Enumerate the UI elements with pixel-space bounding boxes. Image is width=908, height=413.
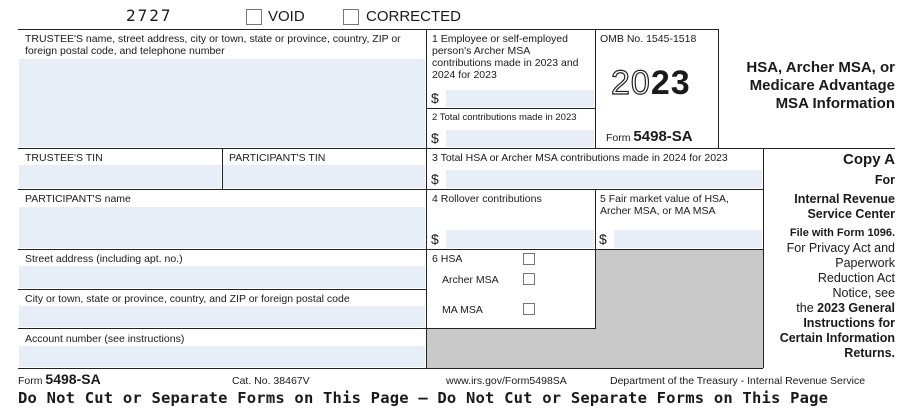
trustee-name-label: TRUSTEE'S name, street address, city or town, state or province, country, ZIP or foreign postal code, and telephone number: [25, 33, 401, 57]
street-label: Street address (including apt. no.): [25, 253, 183, 265]
corrected-label: CORRECTED: [366, 8, 462, 25]
privacy-line2: Paperwork: [835, 256, 895, 270]
grid-col-box1-right: [595, 29, 596, 148]
street-field[interactable]: [19, 266, 425, 288]
account-label: Account number (see instructions): [25, 333, 185, 345]
trustee-tin-field[interactable]: [19, 165, 221, 188]
omb-number: OMB No. 1545-1518: [600, 33, 697, 45]
participant-name-label: PARTICIPANT'S name: [25, 193, 131, 205]
form-title-line3: MSA Information: [775, 95, 895, 112]
participant-name-field[interactable]: [19, 207, 425, 248]
privacy-line3: Reduction Act: [817, 271, 895, 285]
form-title-line1: HSA, Archer MSA, or: [746, 59, 895, 76]
box2-dollar: $: [431, 130, 439, 146]
copy-irs-line1: Internal Revenue: [794, 192, 895, 206]
shaded-area-box7: [596, 250, 763, 368]
trustee-tin-label: TRUSTEE'S TIN: [25, 152, 103, 164]
box2-field[interactable]: [446, 130, 594, 147]
grid-box1-bottom: [426, 108, 595, 109]
footer-form-number: 5498-SA: [45, 371, 101, 387]
form-code: 2727: [126, 6, 173, 25]
void-label: VOID: [268, 8, 305, 25]
grid-top: [18, 29, 718, 30]
city-label: City or town, state or province, country, and ZIP or foreign postal code: [25, 293, 350, 305]
box3-dollar: $: [431, 171, 439, 187]
box6-archer-label: Archer MSA: [442, 274, 499, 286]
privacy-line5: [766, 301, 895, 316]
grid-col-omb-right: [718, 29, 719, 148]
omb-form-prefix: Form: [606, 132, 631, 144]
copy-panel: [766, 151, 895, 361]
void-checkbox[interactable]: [246, 9, 262, 25]
copy-a-label: Copy A: [843, 151, 895, 168]
grid-col-trustee-right: [426, 29, 427, 368]
tax-year-outline: 20: [611, 64, 651, 102]
box3-label: 3 Total HSA or Archer MSA contributions made in 2024 for 2023: [432, 152, 728, 164]
footer-url[interactable]: www.irs.gov/Form5498SA: [446, 375, 567, 387]
box4-dollar: $: [431, 231, 439, 247]
footer-dept: Department of the Treasury - Internal Revenue Service: [610, 375, 866, 387]
grid-row-tin-bottom: [18, 189, 763, 190]
copy-for: For: [874, 173, 895, 187]
tax-year-bold: 23: [650, 64, 691, 102]
grid-bottom: [18, 368, 763, 369]
copy-file-with: File with Form 1096.: [789, 227, 895, 239]
box5-field[interactable]: [614, 230, 762, 248]
privacy-line7: Certain Information: [779, 331, 895, 345]
corrected-checkbox[interactable]: [343, 9, 359, 25]
tax-year: [611, 64, 691, 102]
privacy-line5-bold: 2023 General: [817, 301, 895, 315]
box5-label: 5 Fair market value of HSA, Archer MSA, or MA MSA: [600, 193, 729, 217]
privacy-line4: Notice, see: [832, 286, 895, 300]
grid-row-street-bottom: [18, 289, 426, 290]
grid-col-copy-left: [763, 148, 764, 368]
box6-ma-label: MA MSA: [442, 304, 483, 316]
privacy-line5-pre: the: [796, 301, 818, 315]
box1-dollar: $: [431, 90, 439, 106]
participant-tin-label: PARTICIPANT'S TIN: [229, 152, 326, 164]
box6-ma-checkbox[interactable]: [523, 303, 535, 315]
box6-label: 6 HSA: [432, 253, 463, 265]
box5-dollar: $: [599, 231, 607, 247]
privacy-line8: Returns.: [844, 346, 895, 360]
account-field[interactable]: [19, 346, 425, 367]
footer-form-prefix: Form: [18, 375, 43, 387]
city-field[interactable]: [19, 306, 425, 327]
box1-label: 1 Employee or self-employed person's Archer MSA contributions made in 2023 and 2024 for 2023: [432, 33, 579, 81]
grid-row-name-bottom: [18, 249, 595, 250]
copy-irs-line2: Service Center: [807, 207, 895, 221]
footer-cat-no: Cat. No. 38467V: [232, 375, 310, 387]
omb-form-id: [606, 128, 693, 145]
privacy-line6: Instructions for: [803, 316, 895, 330]
box6-archer-checkbox[interactable]: [523, 273, 535, 285]
form-title-line2: Medicare Advantage: [749, 77, 895, 94]
box4-field[interactable]: [446, 230, 594, 248]
shaded-area-account: [427, 329, 596, 368]
omb-form-number: 5498-SA: [633, 128, 693, 145]
form-title: [720, 59, 895, 113]
box6-hsa-checkbox[interactable]: [523, 253, 535, 265]
privacy-line1: For Privacy Act and: [786, 241, 895, 255]
box4-label: 4 Rollover contributions: [432, 193, 542, 205]
box1-field[interactable]: [446, 90, 594, 107]
do-not-cut-notice: Do Not Cut or Separate Forms on This Page — Do Not Cut or Separate Forms on This Page: [18, 389, 829, 407]
footer-form-id: [18, 371, 101, 387]
box2-label: 2 Total contributions made in 2023: [432, 112, 577, 123]
box3-field[interactable]: [446, 170, 762, 188]
trustee-name-field[interactable]: [19, 59, 425, 147]
participant-tin-field[interactable]: [223, 165, 425, 188]
